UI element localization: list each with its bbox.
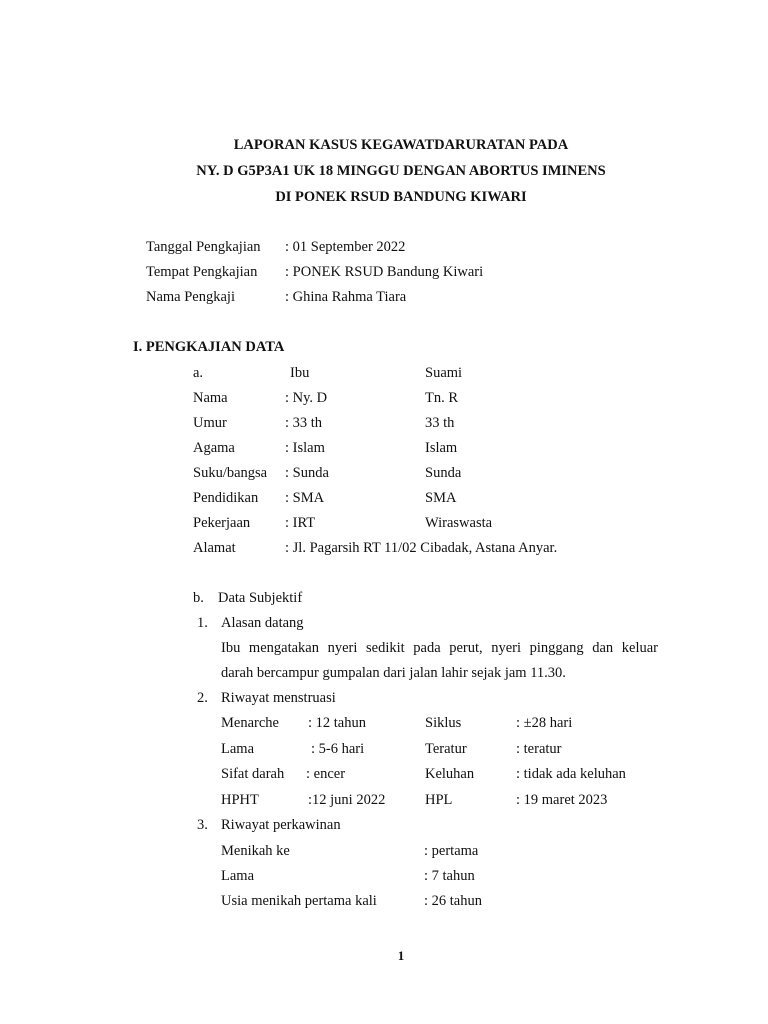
section-heading: I. PENGKAJIAN DATA xyxy=(133,339,285,355)
item-number: 2. xyxy=(197,690,208,706)
document-title-line-1: LAPORAN KASUS KEGAWATDARURATAN PADA xyxy=(233,137,569,153)
identity-label: Agama xyxy=(193,440,235,456)
menstruation-label: Siklus xyxy=(425,715,462,731)
marriage-label: Lama xyxy=(221,868,255,884)
menstruation-label: Sifat darah xyxy=(221,766,285,782)
document-title-line-2: NY. D G5P3A1 UK 18 MINGGU DENGAN ABORTUS IMINENS xyxy=(196,163,606,179)
page-number: 1 xyxy=(397,948,405,963)
identity-ibu-value: : Sunda xyxy=(285,465,329,481)
identity-ibu-value: : 33 th xyxy=(285,415,323,431)
identity-label: Umur xyxy=(193,415,227,431)
identity-marker: a. xyxy=(193,365,204,381)
identity-label: Pekerjaan xyxy=(193,515,251,531)
identity-suami-value: Wiraswasta xyxy=(425,515,493,531)
item-number: 3. xyxy=(197,817,208,833)
identity-label: Alamat xyxy=(193,540,236,556)
identity-suami-value: 33 th xyxy=(425,415,455,431)
identity-suami-value: Sunda xyxy=(425,465,462,481)
info-value-place: : PONEK RSUD Bandung Kiwari xyxy=(285,264,484,280)
subjective-marker: b. xyxy=(193,590,204,606)
identity-ibu-value: : Ny. D xyxy=(285,390,328,406)
menstruation-label: HPL xyxy=(425,792,453,808)
identity-ibu-value: : IRT xyxy=(285,515,316,531)
identity-suami-value: Tn. R xyxy=(425,390,459,406)
marriage-value: : 7 tahun xyxy=(424,868,475,884)
marriage-label: Menikah ke xyxy=(221,843,290,859)
reason-text-line-1: Ibu mengatakan nyeri sedikit pada perut, nyeri pinggang dan keluar xyxy=(221,640,658,656)
item-title-marriage: Riwayat perkawinan xyxy=(221,817,341,833)
identity-label: Suku/bangsa xyxy=(193,465,268,481)
info-label-date: Tanggal Pengkajian xyxy=(146,239,261,255)
identity-label: Pendidikan xyxy=(193,490,259,506)
item-title-reason: Alasan datang xyxy=(221,615,304,631)
menstruation-value: : 12 tahun xyxy=(308,715,366,731)
reason-text-line-2: darah bercampur gumpalan dari jalan lahir sejak jam 11.30. xyxy=(221,665,566,681)
menstruation-value: :12 juni 2022 xyxy=(308,792,386,808)
menstruation-label: Teratur xyxy=(425,741,467,757)
item-title-menstruation: Riwayat menstruasi xyxy=(221,690,336,706)
menstruation-label: Menarche xyxy=(221,715,279,731)
marriage-value: : 26 tahun xyxy=(424,893,482,909)
item-number: 1. xyxy=(197,615,208,631)
identity-suami-value: SMA xyxy=(425,490,457,506)
menstruation-value: : encer xyxy=(306,766,346,782)
identity-header-ibu: Ibu xyxy=(290,365,310,381)
menstruation-value: : 5-6 hari xyxy=(311,741,365,757)
subjective-heading: Data Subjektif xyxy=(218,590,303,606)
info-value-assessor: : Ghina Rahma Tiara xyxy=(285,289,407,305)
identity-ibu-value: : Islam xyxy=(285,440,325,456)
menstruation-value: : 19 maret 2023 xyxy=(516,792,608,808)
identity-label: Nama xyxy=(193,390,228,406)
menstruation-value: : ±28 hari xyxy=(516,715,573,731)
marriage-value: : pertama xyxy=(424,843,479,859)
menstruation-label: HPHT xyxy=(221,792,259,808)
menstruation-label: Keluhan xyxy=(425,766,475,782)
identity-ibu-value: : SMA xyxy=(285,490,325,506)
info-label-assessor: Nama Pengkaji xyxy=(146,289,235,305)
info-value-date: : 01 September 2022 xyxy=(285,239,406,255)
marriage-label: Usia menikah pertama kali xyxy=(221,893,377,909)
menstruation-value: : tidak ada keluhan xyxy=(516,766,626,782)
identity-suami-value: Islam xyxy=(425,440,458,456)
identity-header-suami: Suami xyxy=(425,365,463,381)
menstruation-value: : teratur xyxy=(516,741,562,757)
menstruation-label: Lama xyxy=(221,741,255,757)
identity-address-value: : Jl. Pagarsih RT 11/02 Cibadak, Astana Anyar. xyxy=(285,540,558,556)
info-label-place: Tempat Pengkajian xyxy=(146,264,258,280)
document-title-line-3: DI PONEK RSUD BANDUNG KIWARI xyxy=(275,189,527,205)
